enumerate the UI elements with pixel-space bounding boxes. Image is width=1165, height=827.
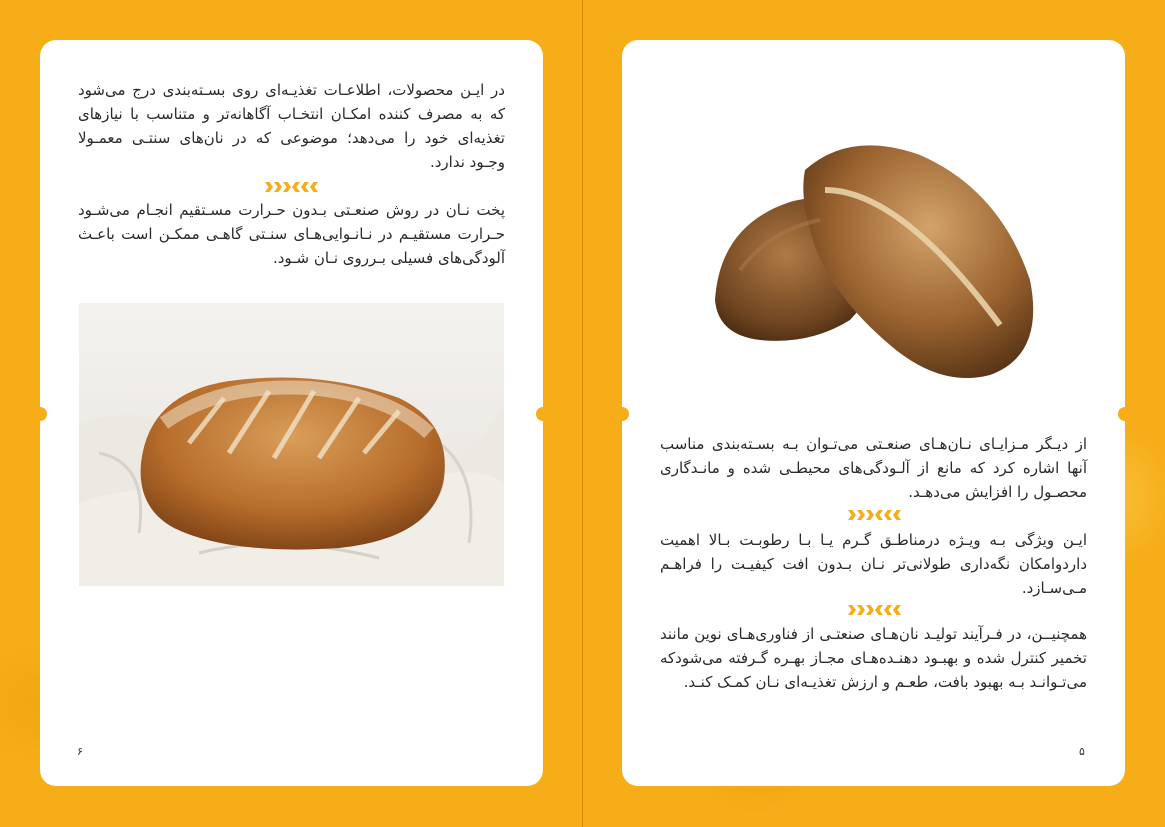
- chevron-divider-icon: [848, 605, 901, 615]
- right-page-notch: [1118, 407, 1132, 421]
- chevron-divider-icon: [848, 510, 901, 520]
- right-page-notch: [615, 407, 629, 421]
- right-paragraph-3: همچنیــن، در فـرآیند تولیـد نان‌هـای صنعتـی از فناوری‌هـای نوین مانند تخمیر کنترل شده و بهبـود دهنـده‌هـای مجـاز بهـره گـرفته می‌شودکه می‌تـوانـد بـه بهبود بافت، طعـم و ارزش تغذیـه‌ای نـان کمـک کنـد.: [660, 625, 1087, 691]
- book-spine: [582, 0, 583, 827]
- chevron-divider-icon: [265, 182, 318, 192]
- left-page-notch: [33, 407, 47, 421]
- bread-loaves-photo: [700, 130, 1045, 385]
- left-page-notch: [536, 407, 550, 421]
- right-paragraph-1: از دیـگر مـزایـای نـان‌هـای صنعـتی می‌تـوان بـه بسـته‌بندی مناسب آنها اشاره کرد که مانع از آلـودگی‌های محیطـی شده و مانـدگاری محصـول را افزایش می‌دهـد.: [660, 435, 1087, 501]
- bread-on-cloth-photo: [79, 303, 504, 586]
- left-paragraph-1: در ایـن محصولات، اطلاعـات تغذیـه‌ای روی بسـته‌بندی درج می‌شود که به مصرف کننده امکـان انتخـاب آگاهانه‌تر و متناسب با نیازهای تغذیه‌ای خود را می‌دهد؛ موضوعی که در نان‌های سنتـی معمـولا وجـود ندارد.: [78, 81, 505, 171]
- right-paragraph-2: ایـن ویژگی بـه ویـژه درمناطـق گـرم یـا بـا رطوبـت بـالا اهمیت داردوامکان نگه‌داری طولانی‌تر نـان بـدون افت کیفیـت را فراهـم مـی‌سـازد.: [660, 531, 1087, 597]
- left-paragraph-2: پخت نـان در روش صنعـتی بـدون حـرارت مسـتقیم انجـام می‌شـود حـرارت مستقیـم در نـانـوایی‌هـای سنـتی گاهـی ممکـن است باعـث آلودگی‌های فسیلی بـرروی نـان شـود.: [78, 201, 505, 267]
- right-page-number: ۵: [1079, 745, 1085, 758]
- left-page-number: ۶: [77, 745, 83, 758]
